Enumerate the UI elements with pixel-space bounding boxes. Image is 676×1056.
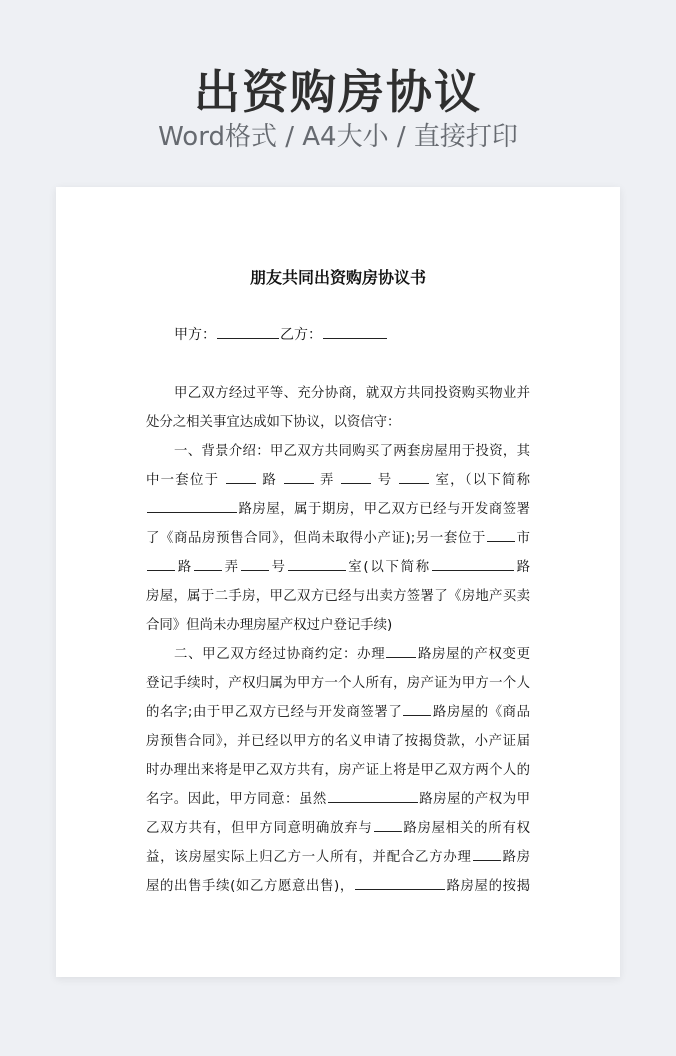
text-segment: 路房屋的按揭 (445, 879, 530, 894)
text-segment: 了《商品房预售合同》，但尚未取得小产证);另一套位于 (146, 531, 486, 546)
party-a-blank (217, 326, 279, 339)
blank-field (386, 645, 416, 658)
text-segment: 路 (514, 560, 530, 575)
paragraph-line: 时办理出来将是甲乙双方共有，房产证上将是甲乙双方两个人的 (146, 763, 530, 778)
text-segment: 弄 (320, 473, 335, 488)
paragraph-line (146, 814, 530, 843)
paragraph-line (146, 843, 530, 872)
paragraph-line: 房屋，属于二手房，甲乙双方已经与出卖方签署了《房地产买卖 (146, 589, 530, 604)
blank-field (355, 877, 445, 890)
blank-field (473, 848, 501, 861)
banner-title: 出资购房协议 (194, 65, 482, 119)
paragraph-line: 登记手续时，产权归属为甲方一个人所有，房产证为甲方一个人 (146, 676, 530, 691)
blank-field (328, 790, 418, 803)
blank-field (399, 471, 429, 484)
text-segment: 名字。因此，甲方同意：虽然 (146, 792, 327, 807)
text-segment: 路房屋的产权为甲 (418, 792, 530, 807)
party-b-blank (323, 326, 387, 339)
text-segment: 二、甲乙双方经过协商约定：办理 (174, 647, 386, 662)
text-segment: 路 (262, 473, 277, 488)
text-segment: 路房屋相关的所有权 (402, 821, 530, 836)
paragraph-line (146, 785, 530, 814)
paragraph-line (146, 524, 530, 553)
text-segment: 室(以下简称 (346, 560, 431, 575)
blank-field (403, 703, 431, 716)
blank-field (374, 819, 402, 832)
party-a-label: 甲方： (174, 327, 216, 343)
blank-field (284, 471, 314, 484)
paragraph-line: 房预售合同》，并已经以甲方的名义申请了按揭贷款，小产证届 (146, 734, 530, 749)
paragraph-line (146, 553, 530, 582)
text-segment: 乙双方共有，但甲方同意明确放弃与 (146, 821, 373, 836)
agreement-body (146, 379, 530, 901)
text-segment: 号 (377, 473, 393, 488)
party-b-label: 乙方： (280, 327, 322, 343)
blank-field (341, 471, 371, 484)
paragraph-line (146, 466, 530, 495)
text-segment: 益，该房屋实际上归乙方一人所有，并配合乙方办理 (146, 850, 472, 865)
text-segment: 路房 (501, 850, 530, 865)
paragraph-line: 甲乙双方经过平等、充分协商，就双方共同投资购买物业并 (174, 386, 530, 401)
text-segment: 中一套位于 (146, 473, 220, 488)
blank-field (241, 558, 269, 571)
text-segment: 路房屋的产权变更 (417, 647, 530, 662)
document-page (56, 187, 620, 977)
text-segment: 弄 (222, 560, 240, 575)
paragraph-line (146, 495, 530, 524)
paragraph-line (146, 640, 530, 669)
paragraph-line (146, 872, 530, 901)
blank-field (288, 558, 346, 571)
document-title: 朋友共同出资购房协议书 (249, 268, 426, 287)
text-segment: 路 (176, 560, 193, 575)
blank-field (432, 558, 514, 571)
blank-field (487, 529, 515, 542)
text-segment: 的名字;由于甲乙双方已经与开发商签署了 (146, 705, 403, 720)
blank-field (226, 471, 256, 484)
banner-subtitle: Word格式 / A4大小 / 直接打印 (158, 122, 518, 152)
text-segment: 路房屋的《商品 (432, 705, 530, 720)
blank-field (147, 558, 175, 571)
paragraph-line: 处分之相关事宜达成如下协议，以资信守： (146, 415, 401, 430)
parties-line (174, 324, 388, 344)
paragraph-line: 一、背景介绍：甲乙双方共同购买了两套房屋用于投资，其 (174, 444, 530, 459)
text-segment: 市 (515, 531, 530, 546)
paragraph-line (146, 698, 530, 727)
text-segment: 路房屋，属于期房，甲乙双方已经与开发商签署 (238, 502, 530, 517)
blank-field (147, 500, 237, 513)
blank-field (194, 558, 222, 571)
paragraph-line: 合同》但尚未办理房屋产权过户登记手续) (146, 618, 393, 633)
text-segment: 号 (269, 560, 287, 575)
text-segment: 屋的出售手续(如乙方愿意出售)， (146, 879, 354, 894)
text-segment: 室，（以下简称 (435, 473, 530, 488)
